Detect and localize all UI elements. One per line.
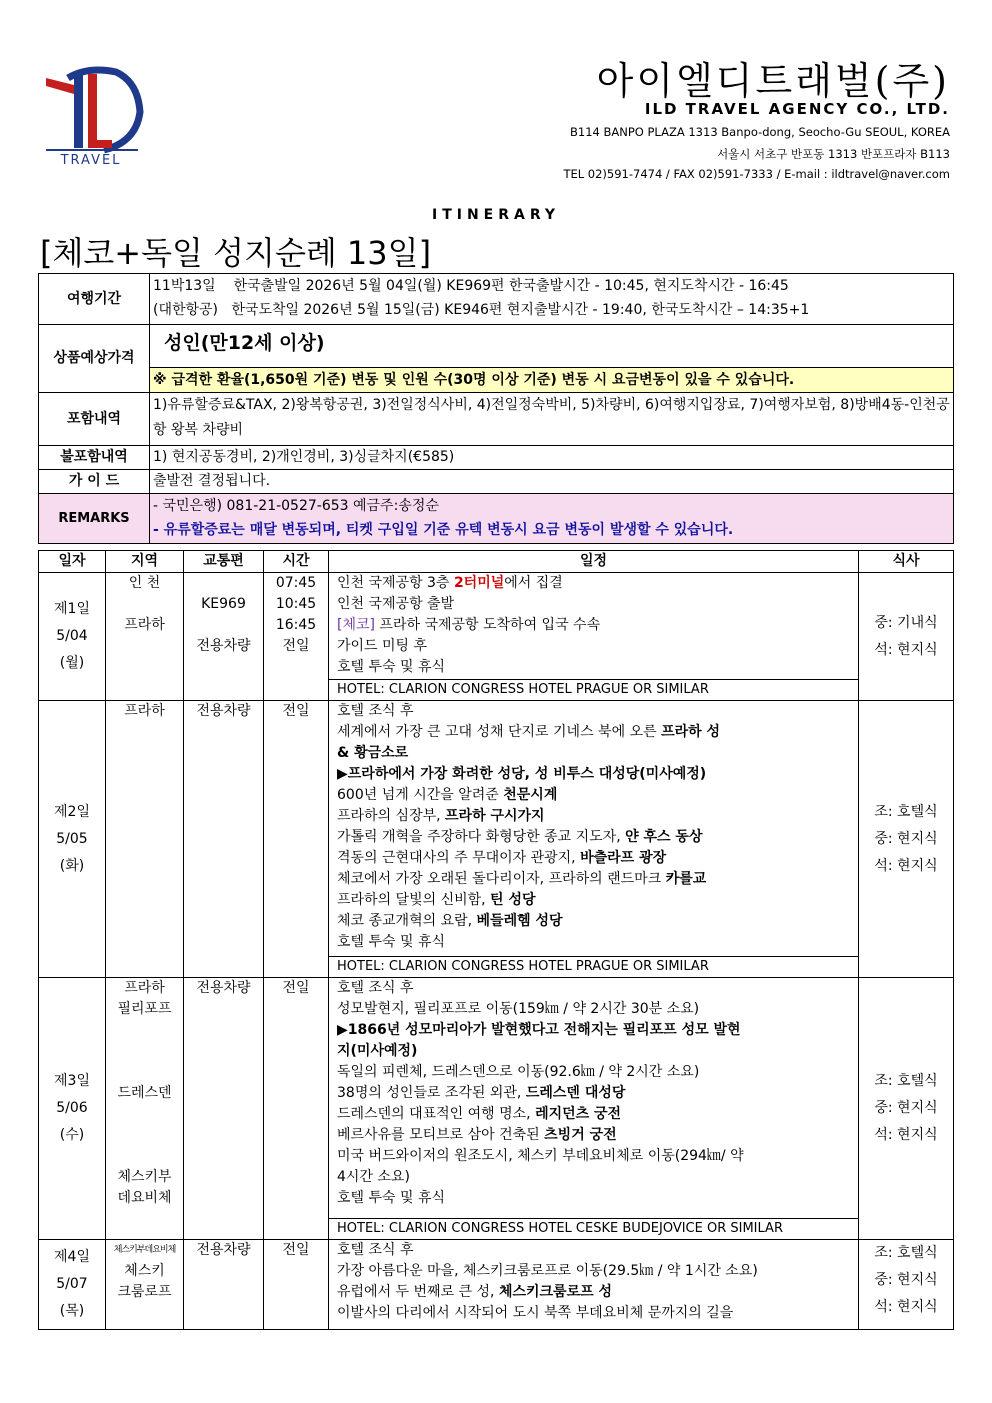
schedule-text: 600년 넘게 시간을 알려준: [337, 787, 504, 803]
day-cell: [39, 573, 106, 701]
schedule-line: [337, 701, 855, 722]
meal-cell: [859, 701, 954, 978]
schedule-line: [337, 1020, 855, 1041]
schedule-text: 가톨릭 개혁을 주장하다 화형당한 종교 지도자,: [337, 829, 626, 845]
schedule-line: [337, 999, 855, 1020]
price-note: ※ 급격한 환율(1,650원 기준) 변동 및 인원 수(30명 이상 기준) 변동 시 요금변동이 있을 수 있습니다.: [150, 367, 953, 392]
time-item: 전일: [282, 703, 310, 719]
region-cell: [106, 701, 184, 978]
terminal-highlight: 2터미널: [453, 575, 505, 591]
schedule-text: 인천 국제공항 출발: [337, 596, 455, 612]
schedule-text: 유럽에서 두 번째로 큰 성,: [337, 1284, 499, 1300]
time-cell: [264, 1240, 329, 1330]
schedule-line: [337, 932, 855, 953]
region-name: [109, 1020, 180, 1041]
schedule-highlight: 츠빙거 궁전: [544, 1127, 617, 1143]
schedule-line: [337, 1146, 855, 1167]
hotel-info: HOTEL: CLARION CONGRESS HOTEL PRAGUE OR SIMILAR: [329, 956, 859, 977]
schedule-highlight: 지(미사예정): [337, 1043, 418, 1059]
schedule-line: [337, 1282, 855, 1303]
company-name-korean: 아이엘디트래벌(주): [596, 59, 950, 103]
schedule-highlight: 베들레헴 성당: [476, 913, 563, 929]
time-cell: [264, 573, 329, 701]
schedule-highlight: 프라하 성: [661, 724, 721, 740]
meal-cell: [859, 573, 954, 701]
schedule-line: [337, 1240, 855, 1261]
schedule-line: [337, 657, 855, 678]
header-time: 시간: [264, 551, 329, 573]
period-nights: 11박13일: [153, 278, 216, 294]
schedule-line: [337, 978, 855, 999]
country-tag: [체코]: [337, 617, 375, 633]
return-info: 한국도착일 2026년 5월 15일(금) KE946편 현지출발시간 - 19:40, 한국도착시간 – 14:35+1: [231, 302, 810, 318]
schedule-line: [337, 869, 855, 890]
svg-text:TRAVEL: TRAVEL: [60, 153, 122, 168]
day-number: 제1일: [54, 601, 90, 617]
day-weekday: (수): [59, 1127, 85, 1143]
region-name: [109, 1062, 180, 1083]
schedule-text: 이발사의 다리에서 시작되어 도시 북쪽 부데요비체 문까지의 길을: [337, 1305, 734, 1321]
schedule-highlight: ▶1866년 성모마리아가 발현했다고 전해지는 필리포프 성모 발현: [337, 1022, 741, 1038]
schedule-cell: [329, 978, 859, 1240]
region-name: [109, 1125, 180, 1146]
schedule-day-row: [39, 1240, 954, 1330]
meal-item: 조: 호텔식: [874, 1073, 938, 1089]
meal-item: 조: 호텔식: [874, 803, 938, 820]
schedule-text: 호텔 조식 후: [337, 1242, 414, 1258]
time-cell: [264, 701, 329, 978]
schedule-text: 세계에서 가장 큰 고대 성채 단지로 기네스 북에 오른: [337, 724, 662, 740]
schedule-highlight: 레지던츠 궁전: [535, 1106, 622, 1122]
meal-item: 중: 현지식: [874, 1272, 938, 1288]
company-logo: [38, 64, 144, 168]
schedule-line: [337, 573, 855, 594]
header-region: 지역: [106, 551, 184, 573]
itinerary-label: ITINERARY: [431, 207, 560, 223]
transport-cell: [184, 1240, 264, 1330]
schedule-highlight: 카를교: [665, 871, 707, 887]
day-weekday: (화): [59, 857, 85, 874]
day-cell: [39, 978, 106, 1240]
schedule-text: 4시간 소요): [337, 1169, 410, 1185]
header-transport: 교통편: [184, 551, 264, 573]
day-number: 제4일: [54, 1249, 90, 1265]
fuel-notice: - 유류할증료는 매달 변동되며, 티켓 구입일 기준 유텍 변동시 요금 변동이 발생할 수 있습니다.: [153, 522, 734, 538]
day-date: 5/07: [56, 1276, 88, 1292]
transport-item: KE969: [201, 596, 246, 612]
schedule-day-row: [39, 701, 954, 978]
schedule-highlight: 프라하 구시가지: [445, 808, 545, 824]
region-cell: [106, 978, 184, 1240]
page-title: [체코+독일 성지순례 13일]: [40, 234, 432, 272]
region-name: [109, 1041, 180, 1062]
region-name: [109, 1146, 180, 1167]
region-name: 체스키: [124, 1263, 165, 1279]
schedule-cell: [329, 1240, 859, 1330]
region-name: 필리포프: [117, 1001, 172, 1017]
schedule-line: [337, 1188, 855, 1209]
meal-item: 석: 현지식: [874, 641, 938, 658]
day-date: 5/05: [56, 830, 88, 847]
region-name: 크룸로프: [117, 1284, 172, 1300]
schedule-line: [337, 848, 855, 869]
schedule-highlight: 바츨라프 광장: [580, 850, 667, 866]
schedule-line: [337, 1041, 855, 1062]
day-date: 5/04: [56, 628, 88, 644]
info-table: [38, 273, 954, 544]
schedule-text: 38명의 성인들로 조각된 외관,: [337, 1085, 526, 1101]
schedule-text: 인천 국제공항 3층: [337, 575, 454, 591]
hotel-info: HOTEL: CLARION CONGRESS HOTEL CESKE BUDEJOVICE OR SIMILAR: [329, 1218, 859, 1239]
transport-item: 전용차량: [196, 638, 251, 654]
airline: (대한항공): [153, 302, 219, 318]
transport-item: [187, 615, 260, 636]
region-cell: [106, 573, 184, 701]
day-cell: [39, 701, 106, 978]
schedule-text: 프라하 국제공항 도착하여 입국 수속: [374, 617, 601, 633]
address-korean: 서울시 서초구 반포동 1313 반포프라자 B113: [717, 147, 950, 161]
schedule-text: 프라하의 심장부,: [337, 808, 446, 824]
day-cell: [39, 1240, 106, 1330]
schedule-text: 호텔 투숙 및 휴식: [337, 659, 446, 675]
transport-item: [187, 573, 260, 594]
exclude-label: 불포함내역: [39, 446, 150, 470]
region-cell: [106, 1240, 184, 1330]
meal-item: 중: 현지식: [874, 830, 938, 847]
meal-cell: [859, 1240, 954, 1330]
region-name: 프라하: [124, 703, 165, 719]
schedule-line: [337, 615, 855, 636]
schedule-day-row: [39, 573, 954, 701]
schedule-text: 프라하의 달빛의 신비함,: [337, 892, 491, 908]
region-name: 드레스덴: [117, 1085, 172, 1101]
include-label: 포함내역: [39, 393, 150, 446]
company-name-english: ILD TRAVEL AGENCY CO., LTD.: [644, 100, 950, 118]
transport-cell: [184, 701, 264, 978]
transport-item: 전용차량: [196, 703, 251, 719]
meal-item: 중: 기내식: [874, 614, 938, 631]
time-item: 전일: [282, 638, 310, 654]
schedule-line: [337, 636, 855, 657]
schedule-line: [337, 1062, 855, 1083]
transport-item: 전용차량: [196, 1242, 251, 1258]
schedule-text: 호텔 조식 후: [337, 980, 414, 996]
schedule-text: 드레스덴의 대표적인 여행 명소,: [337, 1106, 536, 1122]
schedule-highlight: 드레스덴 대성당: [525, 1085, 626, 1101]
region-name: 체스키부: [117, 1169, 172, 1185]
meal-item: 중: 현지식: [874, 1100, 938, 1116]
hotel-info: HOTEL: CLARION CONGRESS HOTEL PRAGUE OR SIMILAR: [329, 679, 859, 700]
day-weekday: (목): [59, 1303, 85, 1319]
day-number: 제3일: [54, 1073, 90, 1089]
departure-info: 한국출발일 2026년 5월 04일(월) KE969편 한국출발시간 - 10:45, 현지도착시간 - 16:45: [233, 278, 789, 294]
schedule-line: [337, 890, 855, 911]
schedule-line: [337, 785, 855, 806]
schedule-line: [337, 1167, 855, 1188]
schedule-text: 호텔 투숙 및 휴식: [337, 1190, 446, 1206]
schedule-cell: [329, 573, 859, 701]
schedule-text: 가장 아름다운 마을, 체스키크룸로프로 이동(29.5㎞ / 약 1시간 소요): [337, 1263, 758, 1279]
contact-info: TEL 02)591-7474 / FAX 02)591-7333 / E-mail : ildtravel@naver.com: [563, 167, 950, 181]
header-day: 일자: [39, 551, 106, 573]
time-item: 16:45: [275, 617, 317, 633]
schedule-line: [337, 827, 855, 848]
schedule-line: [337, 764, 855, 785]
schedule-text: 독일의 피렌체, 드레스덴으로 이동(92.6㎞ / 약 2시간 소요): [337, 1064, 700, 1080]
schedule-line: [337, 743, 855, 764]
day-weekday: (월): [59, 655, 85, 671]
transport-cell: [184, 573, 264, 701]
period-label: 여행기간: [39, 274, 150, 325]
schedule-line: [337, 1261, 855, 1282]
schedule-text: 에서 집결: [504, 575, 563, 591]
period-value: [150, 274, 954, 325]
meal-item: 석: 현지식: [874, 1127, 938, 1143]
schedule-highlight: 천문시계: [503, 787, 558, 803]
schedule-text: 호텔 투숙 및 휴식: [337, 934, 446, 950]
header-schedule: 일정: [329, 551, 859, 573]
bank-info: - 국민은행) 081-21-0527-653 예금주:송정순: [153, 498, 439, 514]
schedule-line: [337, 1125, 855, 1146]
schedule-text: 미국 버드와이저의 원조도시, 체스키 부데요비체로 이동(294㎞/ 약: [337, 1148, 744, 1164]
schedule-highlight: & 황금소로: [337, 745, 409, 761]
meal-item: 조: 호텔식: [874, 1245, 938, 1261]
meal-item: 석: 현지식: [874, 857, 938, 874]
include-value: 1)유류할증료&TAX, 2)왕복항공권, 3)전일정식사비, 4)전일정숙박비, 5)차량비, 6)여행지입장료, 7)여행자보험, 8)방배4동-인천공항 왕복 차량비: [150, 393, 954, 446]
schedule-line: [337, 911, 855, 932]
schedule-day-row: [39, 978, 954, 1240]
schedule-line: [337, 1303, 855, 1324]
region-name: [109, 1104, 180, 1125]
schedule-line: [337, 1083, 855, 1104]
time-item: 전일: [282, 980, 310, 996]
remarks-value: [150, 494, 954, 544]
time-item: 10:45: [275, 596, 317, 612]
schedule-text: 호텔 조식 후: [337, 703, 414, 719]
schedule-table: [38, 550, 954, 1330]
day-date: 5/06: [56, 1100, 88, 1116]
schedule-line: [337, 594, 855, 615]
schedule-highlight: 얀 후스 동상: [625, 829, 703, 845]
price-label: 상품예상가격: [39, 325, 150, 393]
price-cell: [150, 325, 954, 393]
schedule-line: [337, 806, 855, 827]
meal-item: 석: 현지식: [874, 1299, 938, 1315]
schedule-text: 베르사유를 모티브로 삼아 건축된: [337, 1127, 545, 1143]
schedule-highlight: ▶프라하에서 가장 화려한 성당, 성 비투스 대성당(미사예정): [337, 766, 707, 782]
header-meals: 식사: [859, 551, 954, 573]
region-name: 프라하: [124, 980, 165, 996]
region-small: 체스키부데요비체: [113, 1245, 176, 1255]
schedule-highlight: 체스키크룸로프 성: [498, 1284, 613, 1300]
schedule-text: 성모발현지, 필리포프로 이동(159㎞ / 약 2시간 30분 소요): [337, 1001, 700, 1017]
time-item: 전일: [282, 1242, 310, 1258]
schedule-line: [337, 722, 855, 743]
guide-label: 가 이 드: [39, 470, 150, 494]
guide-value: 출발전 결정됩니다.: [150, 470, 954, 494]
price-value: 성인(만12세 이상): [164, 332, 325, 354]
region-name: 인 천: [128, 575, 161, 591]
day-number: 제2일: [54, 803, 90, 820]
schedule-text: 체코 종교개혁의 요람,: [337, 913, 477, 929]
schedule-highlight: 틴 성당: [490, 892, 536, 908]
meal-cell: [859, 978, 954, 1240]
transport-item: 전용차량: [196, 980, 251, 996]
time-item: 07:45: [275, 575, 317, 591]
time-cell: [264, 978, 329, 1240]
region-name: 데요비체: [117, 1190, 172, 1206]
schedule-text: 격동의 근현대사의 주 무대이자 관광지,: [337, 850, 581, 866]
schedule-text: 가이드 미팅 후: [337, 638, 428, 654]
schedule-cell: [329, 701, 859, 978]
remarks-label: REMARKS: [39, 494, 150, 544]
region-name: [109, 594, 180, 615]
address-english: B114 BANPO PLAZA 1313 Banpo-dong, Seocho-Gu SEOUL, KOREA: [570, 125, 950, 139]
schedule-text: 체코에서 가장 오래된 돌다리이자, 프라하의 랜드마크: [337, 871, 666, 887]
exclude-value: 1) 현지공동경비, 2)개인경비, 3)싱글차지(€585): [150, 446, 954, 470]
schedule-line: [337, 1104, 855, 1125]
region-name: 프라하: [124, 617, 165, 633]
transport-cell: [184, 978, 264, 1240]
